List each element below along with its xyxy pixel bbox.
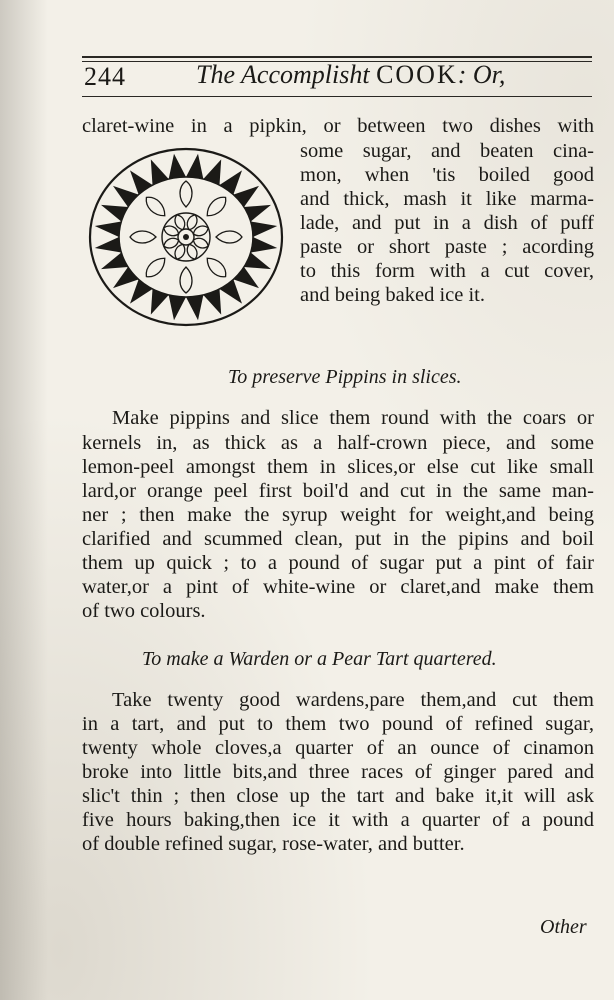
emblem-ray	[203, 289, 221, 315]
emblem-ray	[186, 154, 203, 179]
emblem-ray	[251, 221, 277, 237]
intro-line: mon, when 'tis boiled good	[300, 164, 594, 186]
emblem-ray	[169, 295, 186, 320]
section-heading: To preserve Pippins in slices.	[228, 366, 462, 388]
emblem-ray	[101, 253, 128, 270]
emblem-leaf	[180, 267, 192, 293]
section-heading: To make a Warden or a Pear Tart quartered.	[142, 648, 497, 670]
tart-pattern-emblem-icon	[84, 140, 294, 330]
page-number: 244	[84, 62, 126, 91]
body-line: clarified and scummed clean, put in the pipins and boil	[82, 528, 594, 550]
page-gutter-shadow	[0, 0, 48, 1000]
emblem-leaf	[203, 254, 230, 281]
emblem-leaf	[203, 193, 230, 220]
emblem-ray	[113, 267, 139, 288]
emblem-ray	[130, 170, 153, 194]
emblem-ray	[220, 279, 243, 303]
emblem-ray	[130, 279, 153, 303]
emblem-ray	[95, 221, 121, 237]
emblem-ray	[203, 159, 221, 185]
emblem-leaf	[180, 181, 192, 207]
body-line: twenty whole cloves,a quarter of an ounce of cinamon	[82, 737, 594, 759]
emblem-ray	[95, 237, 121, 253]
header-rule-bottom	[82, 96, 592, 97]
emblem-ray	[244, 205, 271, 222]
emblem-leaf	[142, 193, 169, 220]
body-line: Take twenty good wardens,pare them,and cut them	[112, 689, 594, 711]
body-line: Make pippins and slice them round with the coars or	[112, 407, 594, 429]
body-line: broke into little bits,and three races of ginger pared and	[82, 761, 594, 783]
emblem-ray	[220, 170, 243, 194]
body-line: kernels in, as thick as a half-crown piece, and some	[82, 432, 594, 454]
intro-line: lade, and put in a dish of puff	[300, 212, 594, 234]
emblem-ray	[101, 205, 128, 222]
emblem-ray	[113, 186, 139, 207]
emblem-leaf	[216, 231, 242, 243]
running-head-caps: COOK	[376, 60, 458, 89]
intro-line: and being baked ice it.	[300, 284, 486, 306]
emblem-ray	[233, 267, 259, 288]
emblem-ray	[151, 159, 169, 185]
body-line: five hours baking,then ice it with a quarter of a pound	[82, 809, 594, 831]
body-line: lard,or orange peel first boil'd and cut in the same man-	[82, 480, 594, 502]
emblem-ray	[169, 154, 186, 179]
running-head-italic: The Accomplisht	[196, 60, 370, 89]
intro-line: claret-wine in a pipkin, or between two dishes with	[82, 115, 594, 137]
running-head	[196, 60, 505, 90]
emblem-ray	[233, 186, 259, 207]
emblem-ray	[186, 295, 203, 320]
body-line: slic't thin ; then close up the tart and bake it,it will ask	[82, 785, 594, 807]
intro-line: and thick, mash it like marma-	[300, 188, 594, 210]
running-head-tail: : Or,	[457, 60, 506, 89]
emblem-ray	[251, 237, 277, 253]
body-line: in a tart, and put to them two pound of refined sugar,	[82, 713, 594, 735]
intro-line: paste or short paste ; acording	[300, 236, 594, 258]
body-line: them up quick ; to a pound of sugar put a pint of fair	[82, 552, 594, 574]
catchword: Other	[540, 916, 587, 938]
emblem-leaf	[130, 231, 156, 243]
body-line: of two colours.	[82, 600, 206, 622]
emblem-ray	[151, 289, 169, 315]
body-line: lemon-peel amongst them in slices,or else cut like small	[82, 456, 594, 478]
body-line: of double refined sugar, rose-water, and butter.	[82, 833, 465, 855]
intro-line: some sugar, and beaten cina-	[300, 140, 594, 162]
body-line: water,or a pint of white-wine or claret,and make them	[82, 576, 594, 598]
body-line: ner ; then make the syrup weight for weight,and being	[82, 504, 594, 526]
emblem-ray	[244, 253, 271, 270]
intro-line: to this form with a cut cover,	[300, 260, 594, 282]
emblem-leaf	[142, 254, 169, 281]
